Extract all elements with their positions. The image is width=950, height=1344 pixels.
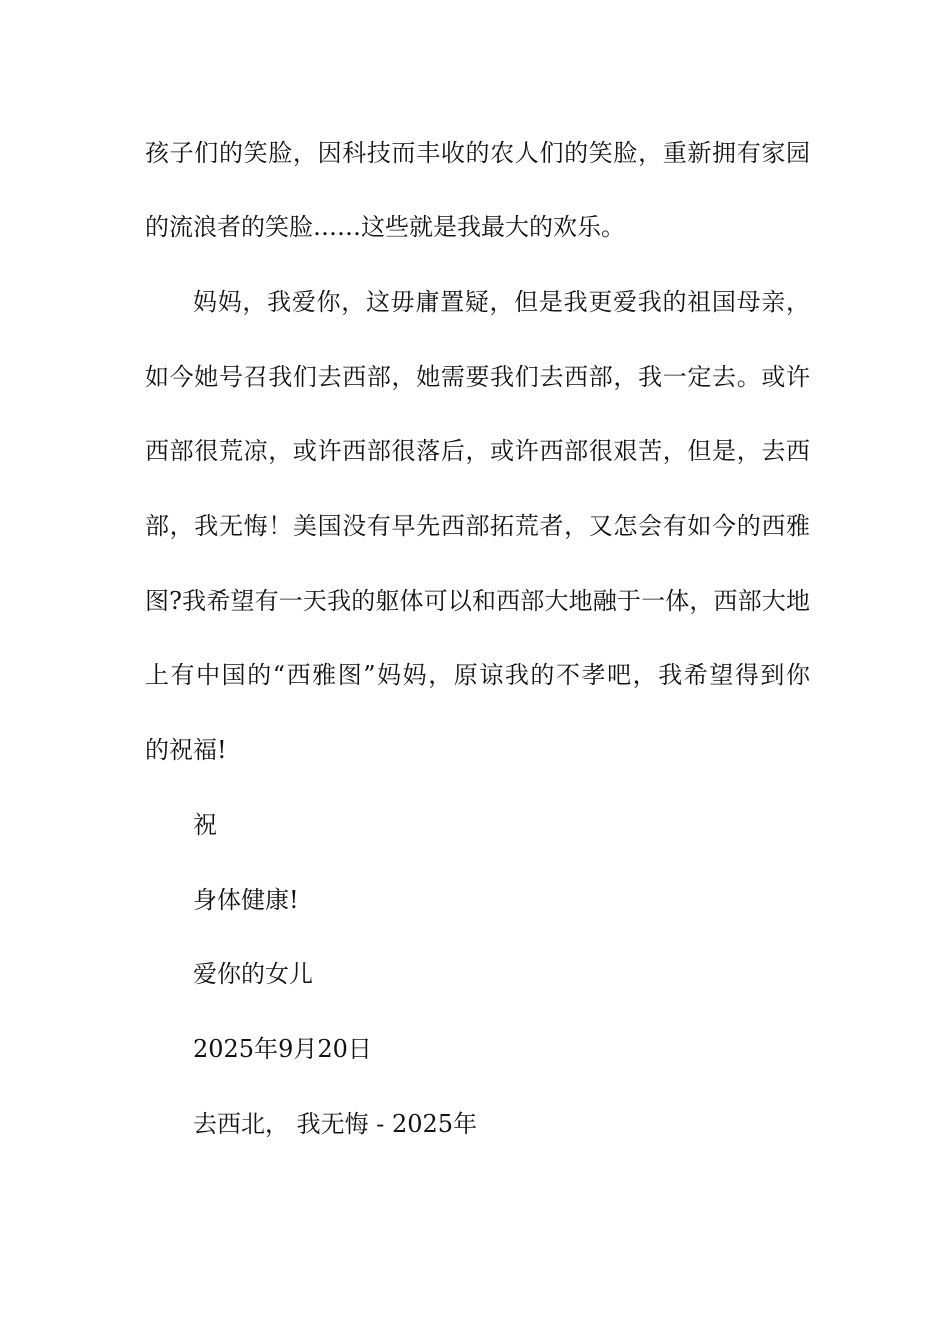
- body-line-4: 如今她号召我们去西部，她需要我们去西部，我一定去。或许: [145, 363, 810, 391]
- body-line-8: 上有中国的“西雅图”妈妈，原谅我的不孝吧，我希望得到你: [145, 661, 810, 689]
- body-line-9: 的祝福!: [145, 736, 227, 764]
- body-line-2: 的流浪者的笑脸……这些就是我最大的欢乐。: [145, 213, 625, 241]
- body-line-7: 图?我希望有一天我的躯体可以和西部大地融于一体，西部大地: [145, 587, 810, 615]
- body-line-3: 妈妈，我爱你，这毋庸置疑，但是我更爱我的祖国母亲，: [193, 288, 810, 316]
- closing-date: 2025年9月20日: [193, 1035, 372, 1063]
- closing-wish: 身体健康!: [193, 886, 299, 914]
- body-line-5: 西部很荒凉，或许西部很落后，或许西部很艰苦，但是，去西: [145, 437, 810, 465]
- closing-salutation: 祝: [193, 811, 217, 839]
- body-line-6: 部，我无悔！美国没有早先西部拓荒者，又怎会有如今的西雅: [145, 512, 810, 540]
- footer-title: 去西北， 我无悔 - 2025年: [193, 1110, 478, 1138]
- closing-signature: 爱你的女儿: [193, 960, 313, 988]
- body-line-1: 孩子们的笑脸，因科技而丰收的农人们的笑脸，重新拥有家园: [145, 139, 810, 167]
